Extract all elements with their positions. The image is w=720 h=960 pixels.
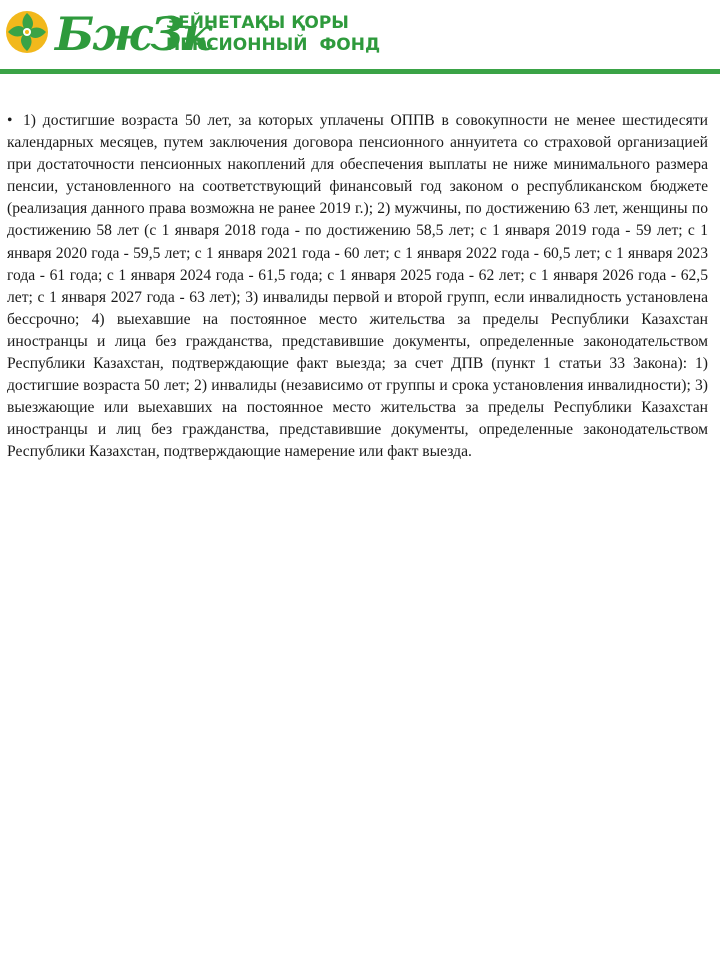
- logo-wordmark: БжЗк: [55, 7, 211, 61]
- header-divider: [0, 69, 720, 74]
- organization-name-kazakh: ЗЕЙНЕТАҚЫ ҚОРЫ: [166, 13, 349, 33]
- organization-name: [166, 12, 380, 56]
- body-paragraph: 1) достигшие возраста 50 лет, за которых уплачены ОППВ в совокупности не менее шестидесяти календарных месяцев, путем заключения договора пенсионного аннуитета со страховой организацией при достаточности пенсионных накоплений для обеспечения выплаты не ниже минимального размера пенсии, установленного на соответствующий финансовый год законом о республиканском бюджете (реализация данного права возможна не ранее 2019 г.); 2) мужчины, по достижению 63 лет, женщины по достижению 58 лет (с 1 января 2018 года - по достижению 58,5 лет; с 1 января 2019 года - 59 лет; с 1 января 2020 года - 59,5 лет; с 1 января 2021 года - 60 лет; с 1 января 2022 года - 60,5 лет; с 1 января 2023 года - 61 года; с 1 января 2024 года - 61,5 года; с 1 января 2025 года - 62 лет; с 1 января 2026 года - 62,5 лет; с 1 января 2027 года - 63 лет); 3) инвалиды первой и второй групп, если инвалидность установлена бессрочно; 4) выехавшие на постоянное место жительства за пределы Республики Казахстан иностранцы и лица без гражданства, представившие документы, определенные законодательством Республики Казахстан, подтверждающие факт выезда; за счет ДПВ (пункт 1 статьи 33 Закона): 1) достигшие возраста 50 лет; 2) инвалиды (независимо от группы и срока установления инвалидности); 3) выезжающие или выехавших на постоянное место жительства за пределы Республики Казахстан иностранцы и лиц без гражданства, представившие документы, определенные законодательством Республики Казахстан, подтверждающие намерение или факт выезда.: [7, 112, 708, 461]
- sunflower-emblem-icon: [5, 10, 49, 54]
- slide-header: [0, 0, 720, 70]
- slide-body-text: [7, 110, 708, 464]
- organization-name-russian: ПЕНСИОННЫЙ ФОНД: [166, 35, 381, 55]
- bullet-marker: •: [7, 112, 13, 129]
